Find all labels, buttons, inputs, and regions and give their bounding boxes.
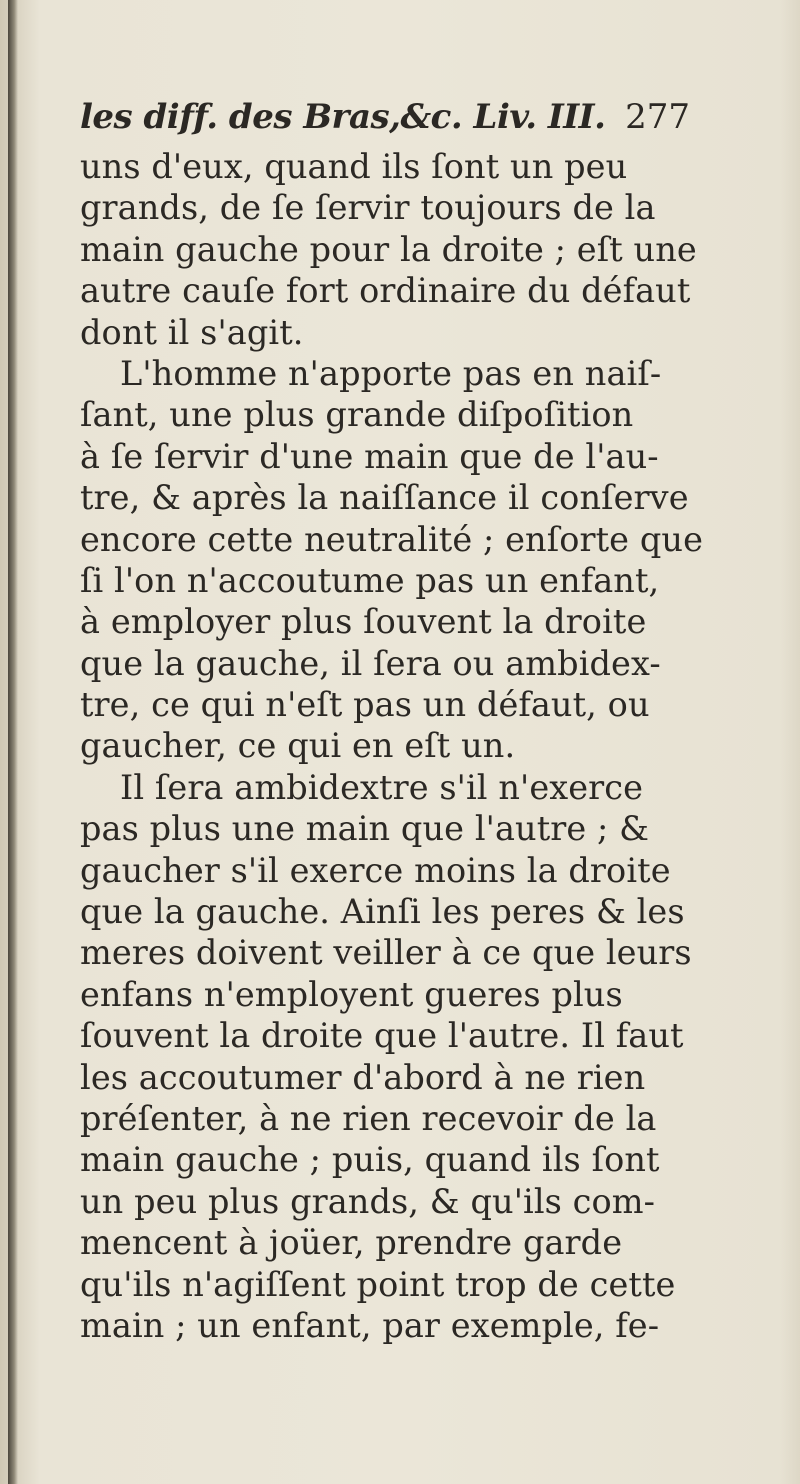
text-line: que la gauche. Ainſi les peres & les	[80, 892, 685, 932]
text-line: tre, ce qui n'eſt pas un défaut, ou	[80, 685, 650, 725]
text-line: tre, & après la naiſſance il conſerve	[80, 478, 689, 518]
paragraph-start-line: Il ſera ambidextre s'il n'exerce	[120, 767, 644, 807]
text-line: mencent à joüer, prendre garde	[80, 1223, 623, 1263]
page-number: 277	[625, 97, 690, 137]
text-line: les accoutumer d'abord à ne rien	[80, 1057, 646, 1097]
text-line: main gauche ; puis, quand ils ſont	[80, 1140, 660, 1180]
text-line: ſant, une plus grande diſpoſition	[80, 395, 634, 435]
text-line: grands, de ſe ſervir toujours de la	[80, 188, 656, 228]
text-line: à employer plus ſouvent la droite	[80, 602, 647, 642]
text-line: à ſe ſervir d'une main que de l'au-	[80, 436, 659, 476]
paragraph-start-line: L'homme n'apporte pas en naiſ-	[120, 353, 662, 393]
text-line: autre cauſe fort ordinaire du défaut	[80, 271, 691, 311]
text-line: ſi l'on n'accoutume pas un enfant,	[80, 560, 660, 600]
text-line: encore cette neutralité ; enſorte que	[80, 519, 703, 559]
text-line: que la gauche, il ſera ou ambidex-	[80, 643, 661, 683]
text-line: pas plus une main que l'autre ; &	[80, 809, 650, 849]
text-line: gaucher, ce qui en eſt un.	[80, 726, 516, 766]
text-line: dont il s'agit.	[80, 312, 304, 352]
text-line: un peu plus grands, & qu'ils com-	[80, 1181, 656, 1221]
text-line: gaucher s'il exerce moins la droite	[80, 850, 671, 890]
running-title: les diff. des Bras,&c. Liv. III.	[80, 97, 606, 137]
text-line: enfans n'employent gueres plus	[80, 974, 623, 1014]
text-line: préſenter, à ne rien recevoir de la	[80, 1098, 657, 1138]
text-line: qu'ils n'agiſſent point trop de cette	[80, 1264, 676, 1304]
text-line: ſouvent la droite que l'autre. Il faut	[80, 1016, 684, 1056]
text-line: uns d'eux, quand ils ſont un peu	[80, 147, 628, 186]
page-header	[80, 88, 690, 146]
page-text	[80, 88, 703, 1346]
text-line: meres doivent veiller à ce que leurs	[80, 933, 692, 973]
page-gutter	[8, 0, 18, 1484]
text-line: main ; un enfant, par exemple, fe-	[80, 1305, 660, 1345]
text-line: main gauche pour la droite ; eſt une	[80, 229, 697, 269]
